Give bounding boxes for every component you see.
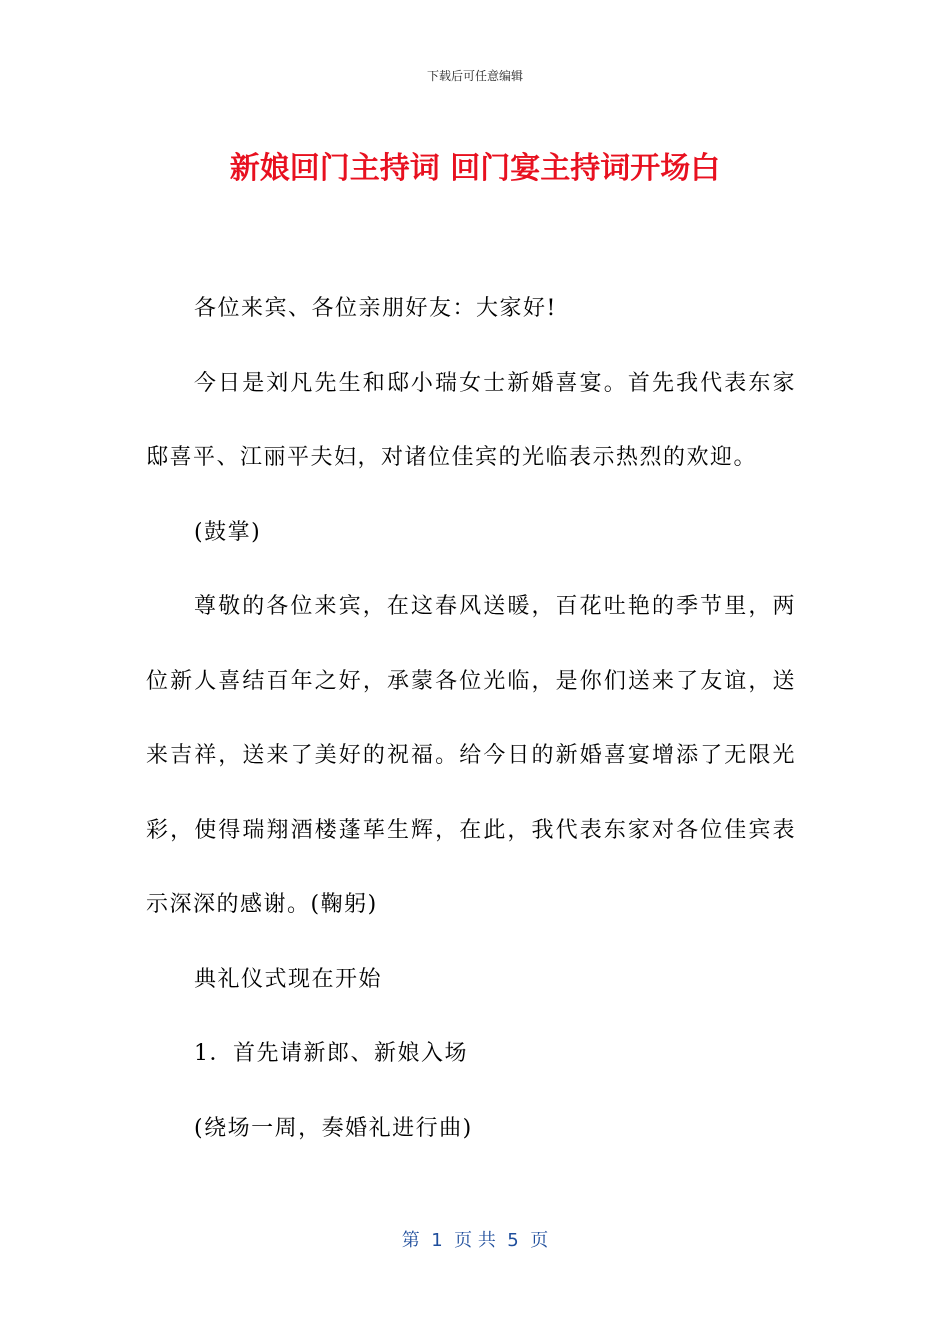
paragraph-ceremony-start: 典礼仪式现在开始 — [194, 966, 383, 992]
paragraph-applause: (鼓掌) — [194, 519, 262, 545]
paragraph-step-1: 1．首先请新郎、新娘入场 — [194, 1041, 468, 1066]
paragraph-step-1-note: (绕场一周，奏婚礼进行曲) — [194, 1115, 473, 1141]
document-body — [146, 272, 796, 1166]
paragraph-welcome: 今日是刘凡先生和邸小瑞女士新婚喜宴。首先我代表东家邸喜平、江丽平夫妇，对诸位佳宾的光临表示热烈的欢迎。 — [146, 370, 796, 470]
page-number-footer: 第 1 页 共 5 页 — [401, 1230, 549, 1251]
document-title: 新娘回门主持词 回门宴主持词开场白 — [229, 151, 721, 186]
paragraph-greeting: 各位来宾、各位亲朋好友：大家好! — [194, 296, 557, 321]
header-note: 下载后可任意编辑 — [426, 69, 523, 83]
paragraph-thanks: 尊敬的各位来宾，在这春风送暖，百花吐艳的季节里，两位新人喜结百年之好，承蒙各位光临，是你们送来了友谊，送来吉祥，送来了美好的祝福。给今日的新婚喜宴增添了无限光彩，使得瑞翔酒楼蓬荜生辉，在此，我代表东家对各位佳宾表示深深的感谢。(鞠躬) — [146, 594, 796, 917]
